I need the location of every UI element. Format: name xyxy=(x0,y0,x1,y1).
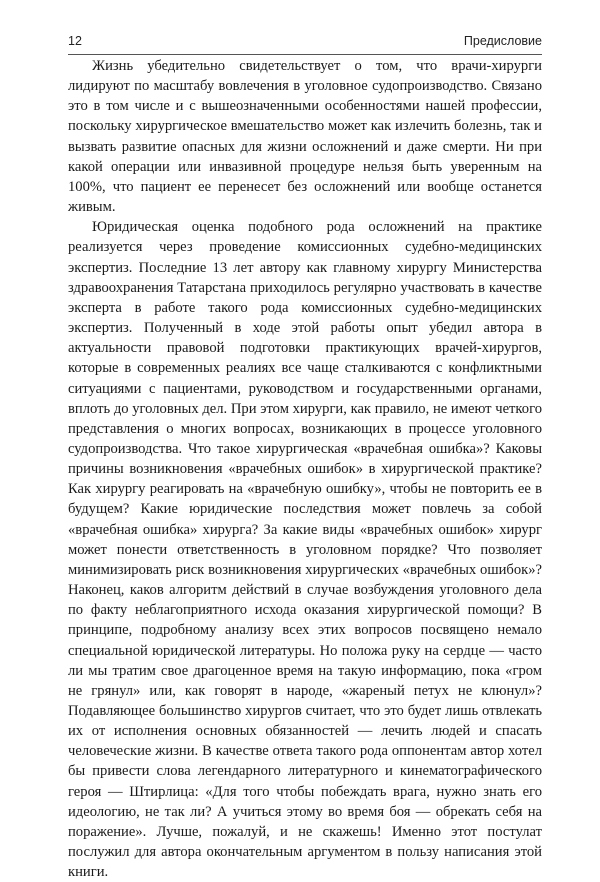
page-number: 12 xyxy=(68,34,82,48)
body-text xyxy=(68,56,542,882)
paragraph-2: Юридическая оценка подобного рода осложнений на практике реализуется через проведение комиссионных судебно-медицинских экспертиз. Последние 13 лет автору как главному хирургу Министерства здравоохранения Татарстана приходилось регулярно участвовать в качестве эксперта в работе такого рода комиссионных судебно-медицинских экспертиз. Полученный в ходе этой работы опыт убедил автора в актуальности правовой подготовки практикующих врачей-хирургов, которые в современных реалиях все чаще сталкиваются с конфликтными ситуациями с пациентами, руководством и государственными органами, вплоть до уголовных дел. При этом хирурги, как правило, не имеют четкого представления о многих вопросах, возникающих в процессе уголовного судопроизводства. Что такое хирургическая «врачебная ошибка»? Каковы причины возникновения «врачебных ошибок» в хирургической практике? Как хирургу реагировать на «врачебную ошибку», чтобы не повторить ее в будущем? Какие юридические последствия может повлечь за собой «врачебная ошибка» хирурга? За какие виды «врачебных ошибок» хирург может понести ответственность в уголовном порядке? Что позволяет минимизировать риск возникновения хирургических «врачебных ошибок»? Наконец, каков алгоритм действий в случае возбуждения уголовного дела по факту неблагоприятного исхода оказания хирургической помощи? В принципе, подробному анализу всех этих вопросов посвящено немало специальной юридической литературы. Но положа руку на сердце — часто ли мы тратим свое драгоценное время на такую информацию, пока «гром не грянул» или, как говорят в народе, «жареный петух не клюнул»? Подавляющее большинство хирургов считает, что это будет лишь отвлекать их от исполнения основных обязанностей — лечить людей и спасать человеческие жизни. В качестве ответа такого рода оппонентам автор хотел бы привести слова легендарного литературного и кинематографического героя — Штирлица: «Для того чтобы побеждать врага, нужно знать его идеологию, не так ли? А учиться этому во время боя — обрекать себя на поражение». Лучше, пожалуй, и не скажешь! Именно этот постулат послужил для автора окончательным аргументом в пользу написания этой книги. xyxy=(68,219,542,881)
section-title: Предисловие xyxy=(463,34,542,48)
running-header xyxy=(68,30,542,55)
paragraph-1: Жизнь убедительно свидетельствует о том, что врачи-хирурги лидируют по масштабу вовлечения в уголовное судопроизводство. Связано это в том числе и с вышеозначенными особенностями нашей профессии, поскольку хирургическое вмешательство может как излечить болезнь, так и вызвать развитие опасных для жизни осложнений и даже смерти. Ни при какой операции или инвазивной процедуре нельзя быть уверенным на 100%, что пациент ее перенесет без осложнений или вообще останется живым. xyxy=(68,58,542,216)
